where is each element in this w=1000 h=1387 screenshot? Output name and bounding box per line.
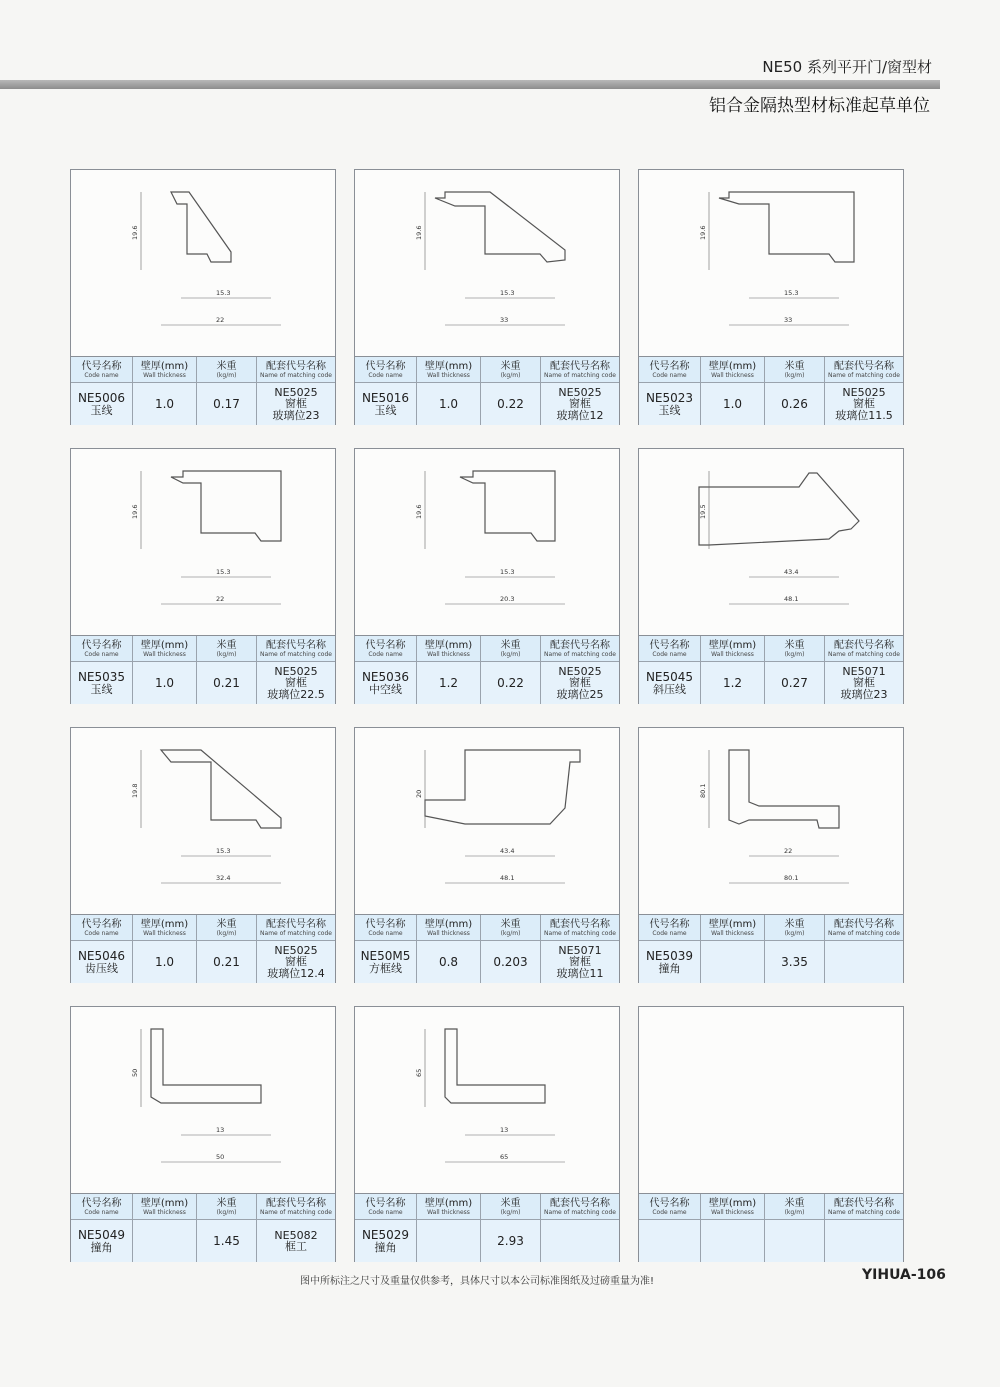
td-weight: 0.21: [197, 941, 257, 983]
th-weight: 米重 (kg/m): [481, 1194, 541, 1220]
td-match: NE5025 窗框 玻璃位25: [541, 662, 619, 704]
profile-drawing: [355, 449, 619, 634]
td-code: NE50M5 方框线: [355, 941, 417, 983]
series-title: NE50 系列平开门/窗型材: [762, 58, 932, 76]
dim-total-width: 65: [500, 1153, 509, 1161]
th-match: 配套代号名称 Name of matching code: [541, 915, 619, 941]
dim-height: 65: [415, 1068, 423, 1077]
th-code: 代号名称 Code name: [71, 636, 133, 662]
th-match: 配套代号名称 Name of matching code: [825, 915, 903, 941]
td-match: NE5025 窗框 玻璃位11.5: [825, 383, 903, 425]
th-weight: 米重 (kg/m): [481, 357, 541, 383]
dim-inner-width: 43.4: [784, 568, 799, 576]
profile-drawing: [71, 449, 335, 634]
dim-total-width: 48.1: [500, 874, 515, 882]
td-match: NE5025 窗框 玻璃位22.5: [257, 662, 335, 704]
th-wall: 壁厚(mm) Wall thickness: [417, 636, 481, 662]
th-weight: 米重 (kg/m): [481, 915, 541, 941]
th-code: 代号名称 Code name: [355, 357, 417, 383]
dim-inner-width: 43.4: [500, 847, 515, 855]
th-code: 代号名称 Code name: [639, 636, 701, 662]
profile-card: [638, 1006, 904, 1262]
drawing-area: [355, 728, 619, 913]
profile-outline: [719, 192, 854, 262]
td-weight: 0.21: [197, 662, 257, 704]
profile-outline: [729, 750, 839, 828]
dim-total-width: 50: [216, 1153, 225, 1161]
profile-drawing: [639, 728, 903, 913]
td-code: NE5016 玉线: [355, 383, 417, 425]
td-weight: 2.93: [481, 1220, 541, 1262]
td-code: NE5023 玉线: [639, 383, 701, 425]
td-wall: 0.8: [417, 941, 481, 983]
td-weight: 0.26: [765, 383, 825, 425]
profile-outline: [171, 192, 231, 262]
dim-inner-width: 15.3: [784, 289, 799, 297]
th-match: 配套代号名称 Name of matching code: [825, 636, 903, 662]
spec-table: [71, 1193, 335, 1262]
footer-note: 图中所标注之尺寸及重量仅供参考，具体尺寸以本公司标准图纸及过磅重量为准!: [300, 1276, 655, 1287]
profile-drawing: [639, 449, 903, 634]
td-weight: 0.22: [481, 662, 541, 704]
spec-table: [71, 356, 335, 425]
dim-inner-width: 15.3: [216, 847, 231, 855]
dim-total-width: 22: [216, 316, 225, 324]
th-weight: 米重 (kg/m): [765, 915, 825, 941]
profile-card: [70, 727, 336, 983]
spec-table: [639, 635, 903, 704]
profile-card: [638, 727, 904, 983]
dim-inner-width: 13: [500, 1126, 509, 1134]
profile-outline: [161, 750, 281, 828]
td-wall: 1.0: [701, 383, 765, 425]
td-code: NE5039 撞角: [639, 941, 701, 983]
td-code: NE5045 斜压线: [639, 662, 701, 704]
th-match: 配套代号名称 Name of matching code: [825, 1194, 903, 1220]
profile-drawing: [71, 1007, 335, 1192]
th-wall: 壁厚(mm) Wall thickness: [133, 357, 197, 383]
dim-height: 19.6: [699, 225, 707, 240]
dim-height: 19.8: [131, 783, 139, 798]
td-weight: 0.203: [481, 941, 541, 983]
td-match: [541, 1220, 619, 1262]
th-match: 配套代号名称 Name of matching code: [257, 1194, 335, 1220]
th-weight: 米重 (kg/m): [197, 357, 257, 383]
profile-outline: [445, 1029, 545, 1103]
profile-drawing: [355, 170, 619, 355]
profile-card: [354, 727, 620, 983]
td-wall: 1.2: [701, 662, 765, 704]
th-code: 代号名称 Code name: [71, 1194, 133, 1220]
td-code: [639, 1220, 701, 1262]
profile-outline: [171, 471, 281, 541]
td-wall: 1.0: [133, 662, 197, 704]
th-weight: 米重 (kg/m): [197, 915, 257, 941]
th-match: 配套代号名称 Name of matching code: [825, 357, 903, 383]
profile-drawing: [355, 728, 619, 913]
td-match: NE5082 框工: [257, 1220, 335, 1262]
td-weight: 0.17: [197, 383, 257, 425]
td-match: [825, 941, 903, 983]
th-wall: 壁厚(mm) Wall thickness: [133, 915, 197, 941]
th-wall: 壁厚(mm) Wall thickness: [417, 1194, 481, 1220]
td-wall: 1.2: [417, 662, 481, 704]
th-code: 代号名称 Code name: [639, 915, 701, 941]
spec-table: [355, 356, 619, 425]
dim-height: 19.6: [131, 504, 139, 519]
profile-drawing: [639, 170, 903, 355]
td-weight: 1.45: [197, 1220, 257, 1262]
th-code: 代号名称 Code name: [355, 636, 417, 662]
dim-height: 20: [415, 789, 423, 798]
td-weight: [765, 1220, 825, 1262]
th-match: 配套代号名称 Name of matching code: [541, 1194, 619, 1220]
drawing-area: [355, 449, 619, 634]
dim-total-width: 33: [500, 316, 509, 324]
drawing-area: [71, 728, 335, 913]
td-code: NE5046 齿压线: [71, 941, 133, 983]
profile-card: [70, 1006, 336, 1262]
td-match: NE5071 窗框 玻璃位23: [825, 662, 903, 704]
drawing-area: [639, 1007, 903, 1192]
th-match: 配套代号名称 Name of matching code: [541, 357, 619, 383]
drawing-area: [639, 728, 903, 913]
td-match: NE5025 窗框 玻璃位23: [257, 383, 335, 425]
td-match: [825, 1220, 903, 1262]
th-weight: 米重 (kg/m): [765, 636, 825, 662]
td-wall: [133, 1220, 197, 1262]
th-match: 配套代号名称 Name of matching code: [541, 636, 619, 662]
drawing-area: [71, 1007, 335, 1192]
spec-table: [639, 1193, 903, 1262]
td-wall: [701, 941, 765, 983]
dim-total-width: 22: [216, 595, 225, 603]
spec-table: [639, 914, 903, 983]
th-code: 代号名称 Code name: [355, 915, 417, 941]
header-bar: [0, 80, 940, 89]
th-match: 配套代号名称 Name of matching code: [257, 357, 335, 383]
profile-card: [354, 448, 620, 704]
td-code: NE5036 中空线: [355, 662, 417, 704]
profile-outline: [699, 473, 859, 545]
dim-inner-width: 15.3: [216, 568, 231, 576]
th-code: 代号名称 Code name: [639, 1194, 701, 1220]
profile-outline: [425, 750, 580, 824]
td-wall: [417, 1220, 481, 1262]
drawing-area: [71, 449, 335, 634]
dim-inner-width: 15.3: [500, 568, 515, 576]
th-wall: 壁厚(mm) Wall thickness: [417, 357, 481, 383]
th-weight: 米重 (kg/m): [765, 1194, 825, 1220]
dim-total-width: 80.1: [784, 874, 799, 882]
th-wall: 壁厚(mm) Wall thickness: [133, 1194, 197, 1220]
td-code: NE5035 玉线: [71, 662, 133, 704]
dim-height: 19.6: [415, 225, 423, 240]
dim-inner-width: 15.3: [216, 289, 231, 297]
td-weight: 3.35: [765, 941, 825, 983]
dim-height: 19.6: [131, 225, 139, 240]
profile-drawing: [71, 728, 335, 913]
td-wall: 1.0: [417, 383, 481, 425]
dim-total-width: 32.4: [216, 874, 231, 882]
th-code: 代号名称 Code name: [355, 1194, 417, 1220]
drawing-area: [355, 1007, 619, 1192]
td-match: NE5071 窗框 玻璃位11: [541, 941, 619, 983]
th-weight: 米重 (kg/m): [765, 357, 825, 383]
dim-height: 19.5: [699, 504, 707, 519]
drawing-area: [639, 170, 903, 355]
profile-outline: [151, 1029, 261, 1103]
profile-card: [70, 448, 336, 704]
dim-height: 50: [131, 1068, 139, 1077]
th-weight: 米重 (kg/m): [197, 1194, 257, 1220]
th-wall: 壁厚(mm) Wall thickness: [701, 915, 765, 941]
profile-card: [638, 448, 904, 704]
th-wall: 壁厚(mm) Wall thickness: [701, 1194, 765, 1220]
spec-table: [355, 914, 619, 983]
th-code: 代号名称 Code name: [639, 357, 701, 383]
td-wall: [701, 1220, 765, 1262]
td-match: NE5025 窗框 玻璃位12.4: [257, 941, 335, 983]
profile-outline: [435, 192, 565, 262]
profile-card: [638, 169, 904, 425]
profile-drawing: [355, 1007, 619, 1192]
th-wall: 壁厚(mm) Wall thickness: [701, 636, 765, 662]
th-match: 配套代号名称 Name of matching code: [257, 636, 335, 662]
th-weight: 米重 (kg/m): [197, 636, 257, 662]
page-code: YIHUA-106: [862, 1267, 946, 1283]
profile-card: [354, 169, 620, 425]
dim-total-width: 33: [784, 316, 793, 324]
spec-table: [639, 356, 903, 425]
dim-total-width: 20.3: [500, 595, 515, 603]
drawing-area: [71, 170, 335, 355]
profile-card: [70, 169, 336, 425]
dim-total-width: 48.1: [784, 595, 799, 603]
profile-drawing: [71, 170, 335, 355]
page-title: 铝合金隔热型材标准起草单位: [709, 96, 930, 116]
td-code: NE5029 撞角: [355, 1220, 417, 1262]
td-weight: 0.27: [765, 662, 825, 704]
td-match: NE5025 窗框 玻璃位12: [541, 383, 619, 425]
drawing-area: [355, 170, 619, 355]
dim-inner-width: 15.3: [500, 289, 515, 297]
spec-table: [71, 635, 335, 704]
td-wall: 1.0: [133, 383, 197, 425]
th-wall: 壁厚(mm) Wall thickness: [133, 636, 197, 662]
td-code: NE5006 玉线: [71, 383, 133, 425]
profile-outline: [460, 471, 555, 541]
spec-table: [355, 1193, 619, 1262]
dim-inner-width: 13: [216, 1126, 225, 1134]
th-wall: 壁厚(mm) Wall thickness: [417, 915, 481, 941]
dim-height: 80.1: [699, 783, 707, 798]
th-weight: 米重 (kg/m): [481, 636, 541, 662]
td-weight: 0.22: [481, 383, 541, 425]
spec-table: [355, 635, 619, 704]
spec-table: [71, 914, 335, 983]
td-wall: 1.0: [133, 941, 197, 983]
th-code: 代号名称 Code name: [71, 915, 133, 941]
th-wall: 壁厚(mm) Wall thickness: [701, 357, 765, 383]
dim-height: 19.6: [415, 504, 423, 519]
td-code: NE5049 撞角: [71, 1220, 133, 1262]
th-match: 配套代号名称 Name of matching code: [257, 915, 335, 941]
th-code: 代号名称 Code name: [71, 357, 133, 383]
drawing-area: [639, 449, 903, 634]
profile-card: [354, 1006, 620, 1262]
dim-inner-width: 22: [784, 847, 793, 855]
